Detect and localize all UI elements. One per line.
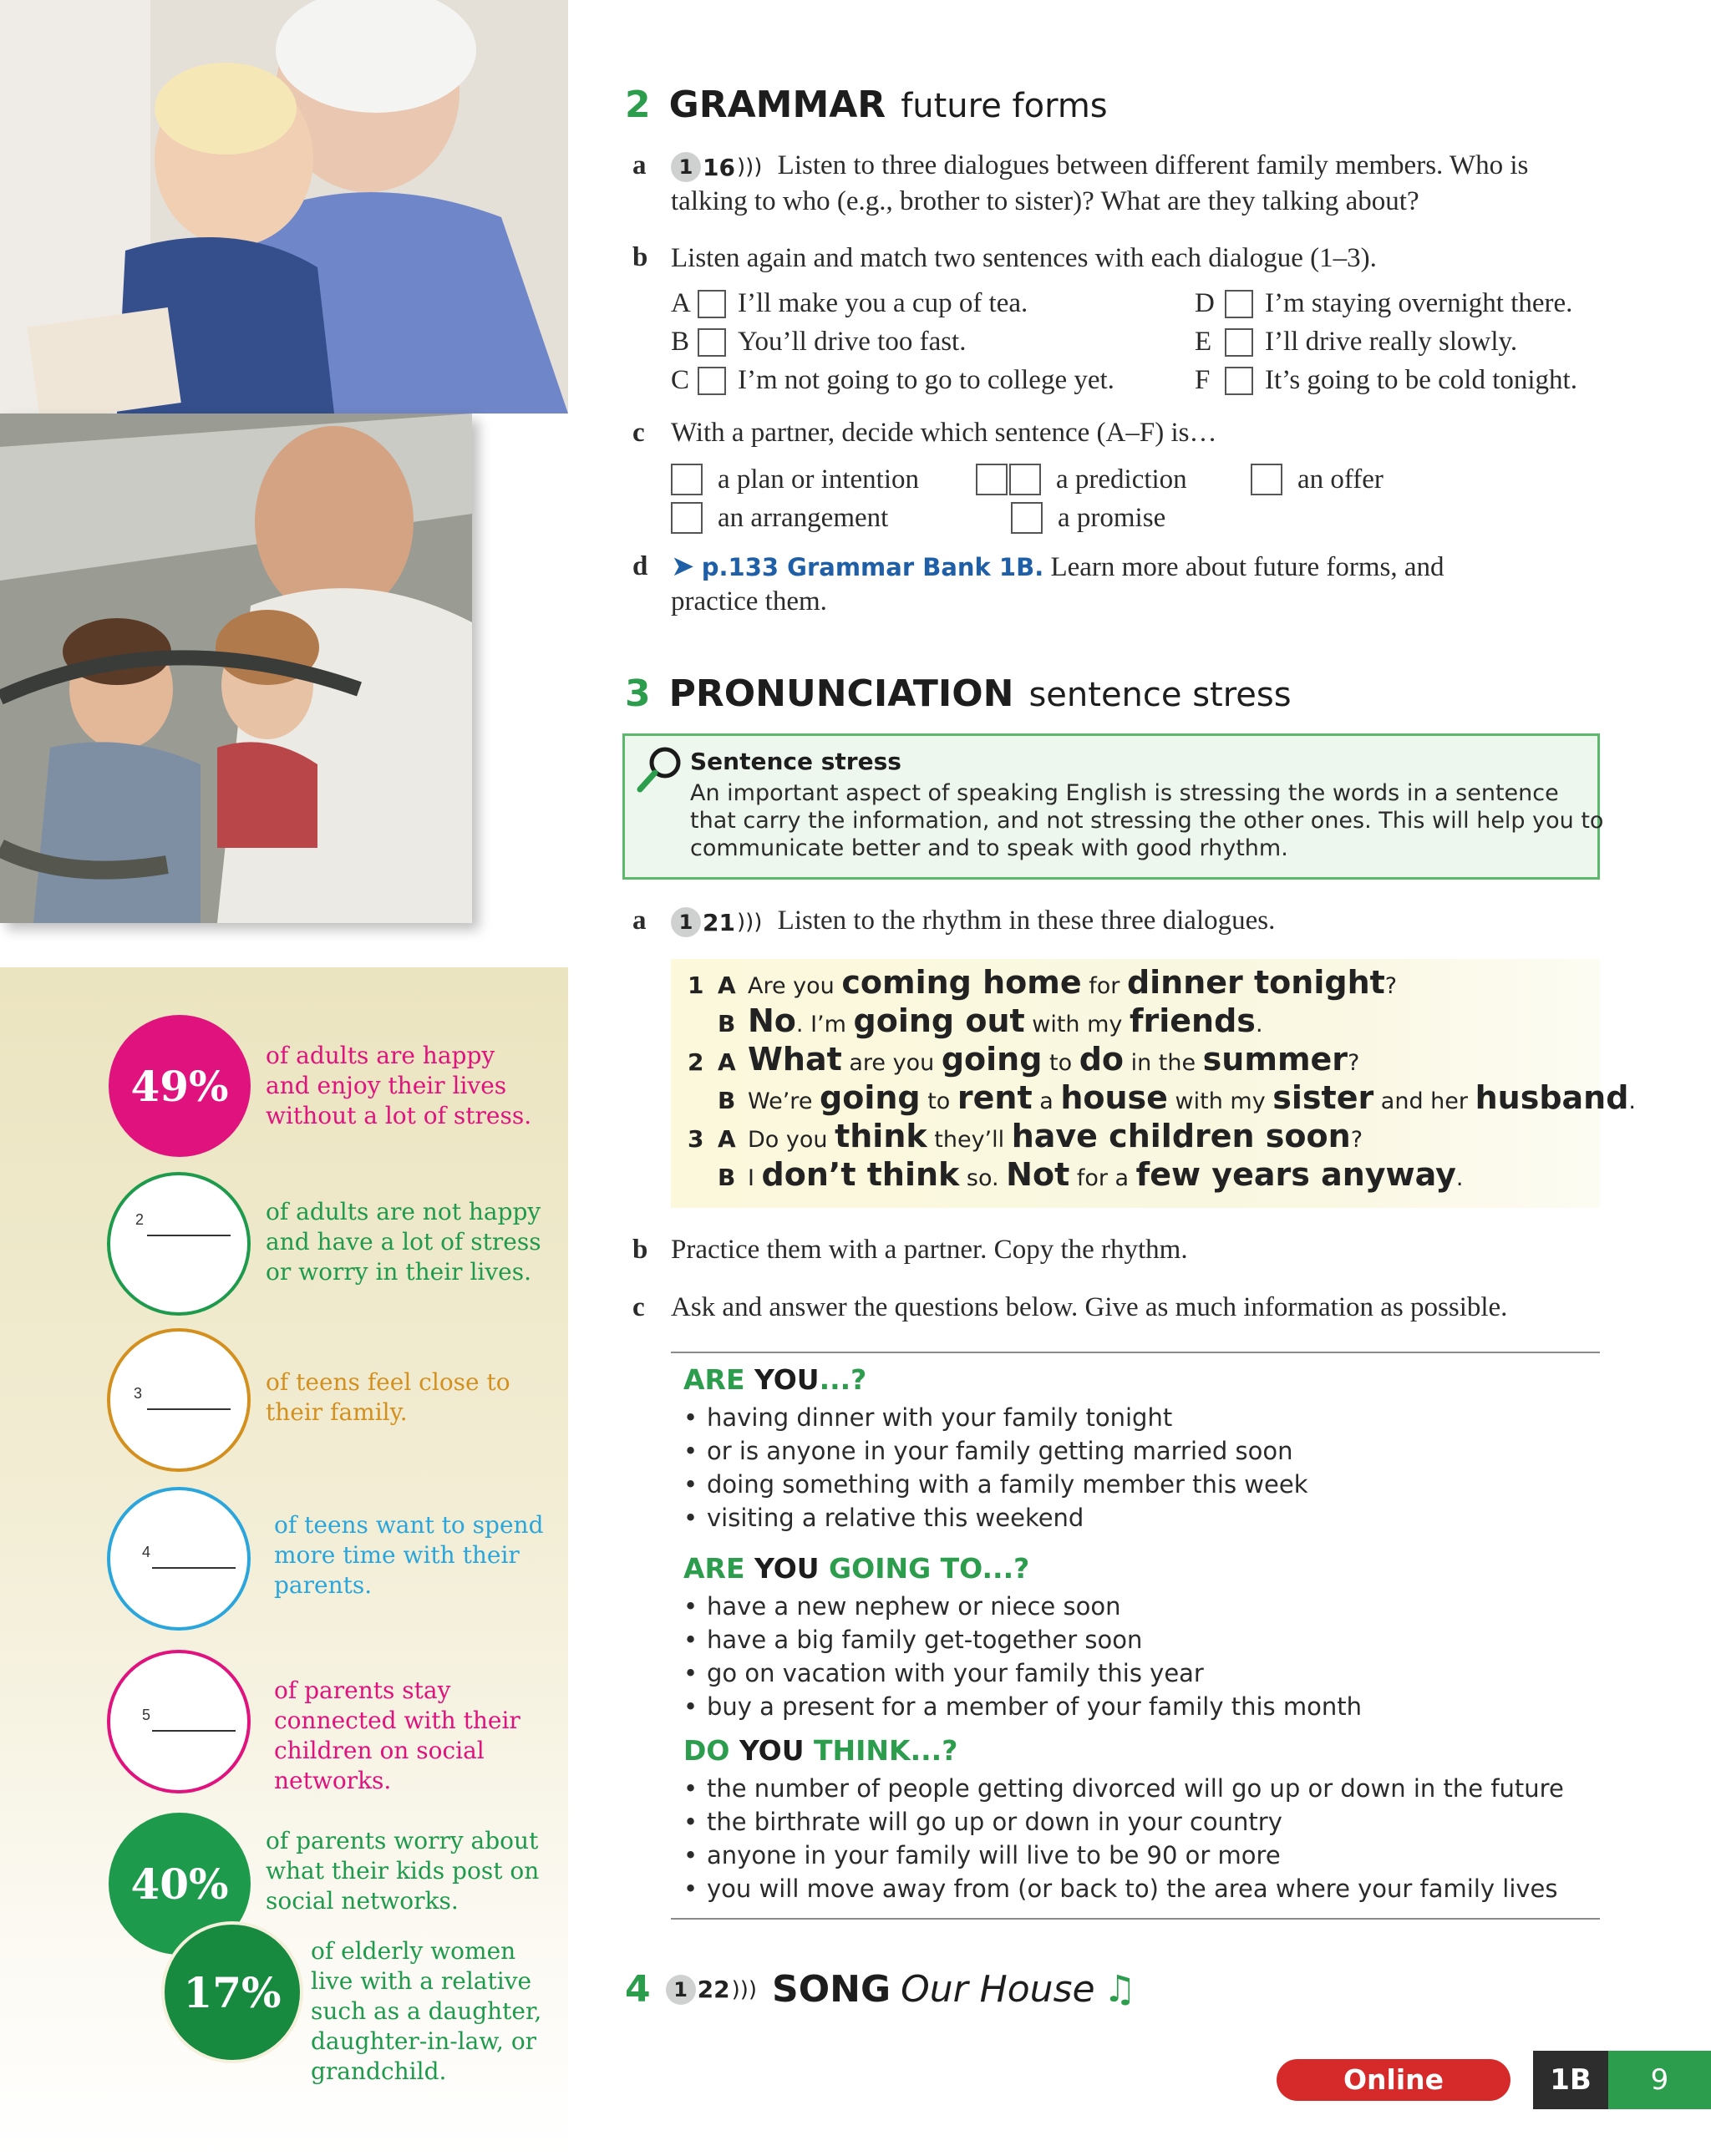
exercise-letter: a: [632, 906, 647, 936]
exercise-instructions: Listen again and match two sentences with each dialogue (1–3).: [671, 243, 1377, 273]
grammar-heading: [625, 84, 1108, 126]
question-group-heading: ARE YOU GOING TO...?: [683, 1552, 1030, 1585]
blank-number: 4: [142, 1544, 151, 1560]
stat-circle-49: [109, 1015, 251, 1157]
stat-circle-blank-5: [107, 1650, 251, 1793]
dialogue-line: [688, 1002, 1263, 1039]
list-item: • have a big family get-together soon: [683, 1623, 1362, 1656]
category-option: an arrangement: [671, 502, 888, 534]
answer-checkbox[interactable]: [698, 328, 726, 357]
category-option: a prediction: [976, 464, 1187, 495]
exercise-instructions: Practice them with a partner. Copy the rhythm.: [671, 1235, 1188, 1265]
blank-number: 2: [135, 1211, 145, 1228]
stressed-word: going out: [853, 1002, 1025, 1039]
stressed-word: think: [835, 1118, 927, 1154]
list-item: • you will move away from (or back to) the area where your family lives: [683, 1872, 1564, 1905]
dialogue-number: 3: [688, 1125, 704, 1153]
stat-text: of parents stay connected with their children on social networks.: [274, 1677, 520, 1794]
answer-checkbox[interactable]: [976, 464, 1008, 495]
answer-checkbox[interactable]: [698, 290, 726, 318]
answer-checkbox[interactable]: [1225, 290, 1253, 318]
list-item: • the number of people getting divorced will go up or down in the future: [683, 1772, 1564, 1805]
stressed-word: dinner tonight: [1126, 964, 1385, 1001]
list-item: • doing something with a family member this week: [683, 1468, 1308, 1501]
audio-track-button[interactable]: 1 21 ))): [671, 906, 762, 940]
stressed-word: don’t think: [761, 1156, 960, 1193]
stressed-word: What: [748, 1041, 842, 1078]
exercise-letter: a: [632, 150, 647, 180]
unstressed-word: ?: [1348, 1050, 1360, 1076]
exercise-instructions: Ask and answer the questions below. Give as much information as possible.: [671, 1292, 1508, 1322]
unit-label: 1B: [1533, 2051, 1608, 2109]
answer-checkbox[interactable]: [1011, 502, 1043, 534]
sentence-option: F It’s going to be cold tonight.: [1195, 365, 1577, 395]
section-title: GRAMMAR: [668, 84, 886, 126]
stressed-word: going: [941, 1041, 1043, 1078]
answer-blank: [147, 1408, 231, 1410]
exercise-instructions: With a partner, decide which sentence (A–F) is…: [671, 418, 1217, 448]
exercise-instructions: 1 21 ))) Listen to the rhythm in these three dialogues.: [671, 904, 1275, 940]
question-list: [683, 1590, 1362, 1723]
list-item: • anyone in your family will live to be 90 or more: [683, 1839, 1564, 1872]
exercise-letter: b: [632, 242, 648, 272]
unstressed-word: in the: [1124, 1050, 1203, 1076]
stat-value: 40%: [130, 1859, 229, 1909]
sentence-option: E I’ll drive really slowly.: [1195, 327, 1518, 357]
blank-number: 3: [134, 1385, 143, 1402]
section-subtitle: sentence stress: [1028, 676, 1292, 714]
dialogue-line: [688, 964, 1397, 1001]
unstressed-word: are you: [841, 1050, 942, 1076]
stat-circle-blank-4: [107, 1487, 251, 1631]
speaker-label: A: [718, 1048, 736, 1076]
audio-track-button[interactable]: 1 16 ))): [671, 150, 762, 185]
stat-circle-blank-3: [107, 1328, 251, 1472]
stressed-word: rent: [957, 1079, 1033, 1116]
stressed-word: summer: [1202, 1041, 1348, 1078]
dialogue-line: [688, 1041, 1359, 1078]
unstressed-word: ?: [1350, 1127, 1363, 1153]
stressed-word: friends: [1129, 1002, 1256, 1039]
section-number: 2: [625, 84, 651, 126]
unstressed-word: for a: [1069, 1165, 1136, 1191]
question-list: [683, 1401, 1308, 1535]
answer-checkbox[interactable]: [1251, 464, 1282, 495]
dialogue-line: [688, 1118, 1363, 1154]
unstressed-word: ?: [1384, 973, 1398, 999]
song-label: SONG: [772, 1968, 891, 2011]
grammar-bank-link[interactable]: p.133 Grammar Bank 1B.: [701, 553, 1044, 581]
cd-icon: 1: [671, 152, 701, 182]
list-item: • or is anyone in your family getting married soon: [683, 1434, 1308, 1468]
sound-icon: ))): [736, 909, 763, 935]
divider: [671, 1352, 1600, 1353]
pronunciation-heading: [625, 672, 1292, 715]
tip-box: [622, 733, 1604, 880]
exercise-letter: c: [632, 418, 645, 448]
magnifier-icon: [635, 744, 685, 794]
sentence-option: B You’ll drive too fast.: [671, 327, 967, 357]
unstressed-word: so.: [959, 1165, 1007, 1191]
stressed-word: sister: [1272, 1079, 1374, 1116]
speaker-label: B: [718, 1010, 736, 1037]
sentence-option: C I’m not going to go to college yet.: [671, 365, 1114, 395]
stat-value: 49%: [130, 1061, 229, 1111]
unstressed-word: Do you: [748, 1127, 835, 1153]
song-heading: [625, 1968, 1136, 2011]
exercise-instructions: 1 16 ))) Listen to three dialogues between different family members. Who is talking to who (e.g., brother to sister)? What are they talking about?: [671, 150, 1529, 216]
page-number: 9: [1608, 2051, 1711, 2109]
answer-checkbox[interactable]: [1225, 328, 1253, 357]
answer-checkbox[interactable]: [671, 464, 703, 495]
dialogue-box: [671, 959, 1637, 1208]
list-item: • have a new nephew or niece soon: [683, 1590, 1362, 1623]
unstressed-word: and her: [1373, 1088, 1475, 1114]
answer-blank: [147, 1235, 231, 1236]
question-list: [683, 1772, 1564, 1905]
unstressed-word: to: [920, 1088, 957, 1114]
stat-value: 17%: [183, 1967, 282, 2017]
online-practice-button[interactable]: Online Practice: [1277, 2059, 1510, 2101]
list-item: • the birthrate will go up or down in your country: [683, 1805, 1564, 1839]
music-note-icon: ♫: [1103, 1968, 1137, 2011]
dialogue-line: [688, 1156, 1464, 1193]
sentence-option: A I’ll make you a cup of tea.: [671, 288, 1028, 318]
unstressed-word: for: [1081, 973, 1127, 999]
stressed-word: Not: [1006, 1156, 1070, 1193]
tip-text: An important aspect of speaking English is stressing the words in a sentence that carry the information, and not stressing the other ones. This will help you to communicate better and to speak with good rhythm.: [690, 780, 1604, 861]
unstressed-word: . I’m: [795, 1012, 854, 1037]
category-option: a plan or intention: [671, 464, 919, 495]
stat-text: of adults are happy and enjoy their lives without a lot of stress.: [266, 1042, 532, 1129]
stressed-word: house: [1060, 1079, 1168, 1116]
tip-title: Sentence stress: [690, 748, 901, 775]
stressed-word: have children soon: [1011, 1118, 1351, 1154]
list-item: • visiting a relative this weekend: [683, 1501, 1308, 1535]
unstressed-word: with my: [1024, 1012, 1130, 1037]
sentence-option: D I’m staying overnight there.: [1195, 288, 1573, 318]
divider: [671, 1918, 1600, 1920]
section-number: 4: [625, 1968, 651, 2011]
stressed-word: husband: [1475, 1079, 1629, 1116]
answer-checkbox[interactable]: [671, 502, 703, 534]
arrow-icon: ➤: [671, 550, 695, 583]
song-title: Our House: [901, 1968, 1095, 2011]
unstressed-word: to: [1042, 1050, 1079, 1076]
unstressed-word: .: [1628, 1088, 1637, 1114]
dialogue-number: 1: [688, 971, 704, 999]
unstressed-word: .: [1455, 1165, 1464, 1191]
unstressed-word: with my: [1167, 1088, 1273, 1114]
sound-icon: ))): [736, 154, 763, 180]
stressed-word: coming home: [841, 964, 1082, 1001]
stressed-word: going: [820, 1079, 921, 1116]
stat-text: of teens want to spend more time with their parents.: [274, 1511, 544, 1599]
answer-checkbox[interactable]: [1009, 464, 1041, 495]
exercise-instructions: ➤ p.133 Grammar Bank 1B. Learn more about future forms, and practice them.: [671, 550, 1444, 616]
stressed-word: do: [1079, 1041, 1124, 1078]
photo-father-and-children-in-car: [0, 413, 472, 923]
speaker-label: A: [718, 971, 736, 999]
stat-circle-blank-2: [107, 1172, 251, 1316]
unstressed-word: they’ll: [927, 1127, 1012, 1153]
category-option: an offer: [1251, 464, 1384, 495]
category-option: a promise: [1011, 502, 1165, 534]
exercise-letter: d: [632, 551, 648, 581]
stat-text: of teens feel close to their family.: [266, 1368, 510, 1426]
unstressed-word: .: [1255, 1012, 1263, 1037]
unstressed-word: a: [1032, 1088, 1061, 1114]
unstressed-word: I: [748, 1165, 762, 1191]
exercise-letter: b: [632, 1235, 648, 1265]
speaker-label: B: [718, 1164, 736, 1191]
audio-track-button[interactable]: 1 22 ))): [666, 1975, 757, 2005]
cd-icon: 1: [671, 907, 701, 937]
unstressed-word: Are you: [748, 973, 842, 999]
speaker-label: B: [718, 1087, 736, 1114]
dialogue-number: 2: [688, 1048, 704, 1076]
stat-circle-17: [161, 1921, 303, 2063]
list-item: • buy a present for a member of your family this month: [683, 1690, 1362, 1723]
question-group-heading: DO YOU THINK...?: [683, 1734, 958, 1767]
sound-icon: ))): [731, 1976, 758, 2002]
question-group-heading: ARE YOU...?: [683, 1363, 867, 1396]
section-title: PRONUNCIATION: [668, 672, 1014, 715]
blank-number: 5: [142, 1707, 151, 1723]
list-item: • go on vacation with your family this year: [683, 1656, 1362, 1690]
exercise-letter: c: [632, 1292, 645, 1322]
photo-grandmother-and-child: [0, 0, 568, 413]
section-subtitle: future forms: [901, 87, 1108, 125]
section-number: 3: [625, 672, 651, 715]
answer-checkbox[interactable]: [698, 367, 726, 395]
stressed-word: few years anyway: [1135, 1156, 1456, 1193]
answer-blank: [152, 1730, 236, 1732]
speaker-label: A: [718, 1125, 736, 1153]
dialogue-line: [688, 1079, 1636, 1116]
stat-text: of adults are not happy and have a lot of stress or worry in their lives.: [266, 1198, 541, 1286]
list-item: • having dinner with your family tonight: [683, 1401, 1308, 1434]
unstressed-word: We’re: [748, 1088, 820, 1114]
stat-text: of elderly women live with a relative such as a daughter, daughter-in-law, or grandchild.: [311, 1937, 542, 2085]
answer-blank: [152, 1567, 236, 1569]
cd-icon: 1: [666, 1975, 696, 2005]
stat-text: of parents worry about what their kids post on social networks.: [266, 1827, 540, 1915]
answer-checkbox[interactable]: [1225, 367, 1253, 395]
stressed-word: No: [748, 1002, 796, 1039]
